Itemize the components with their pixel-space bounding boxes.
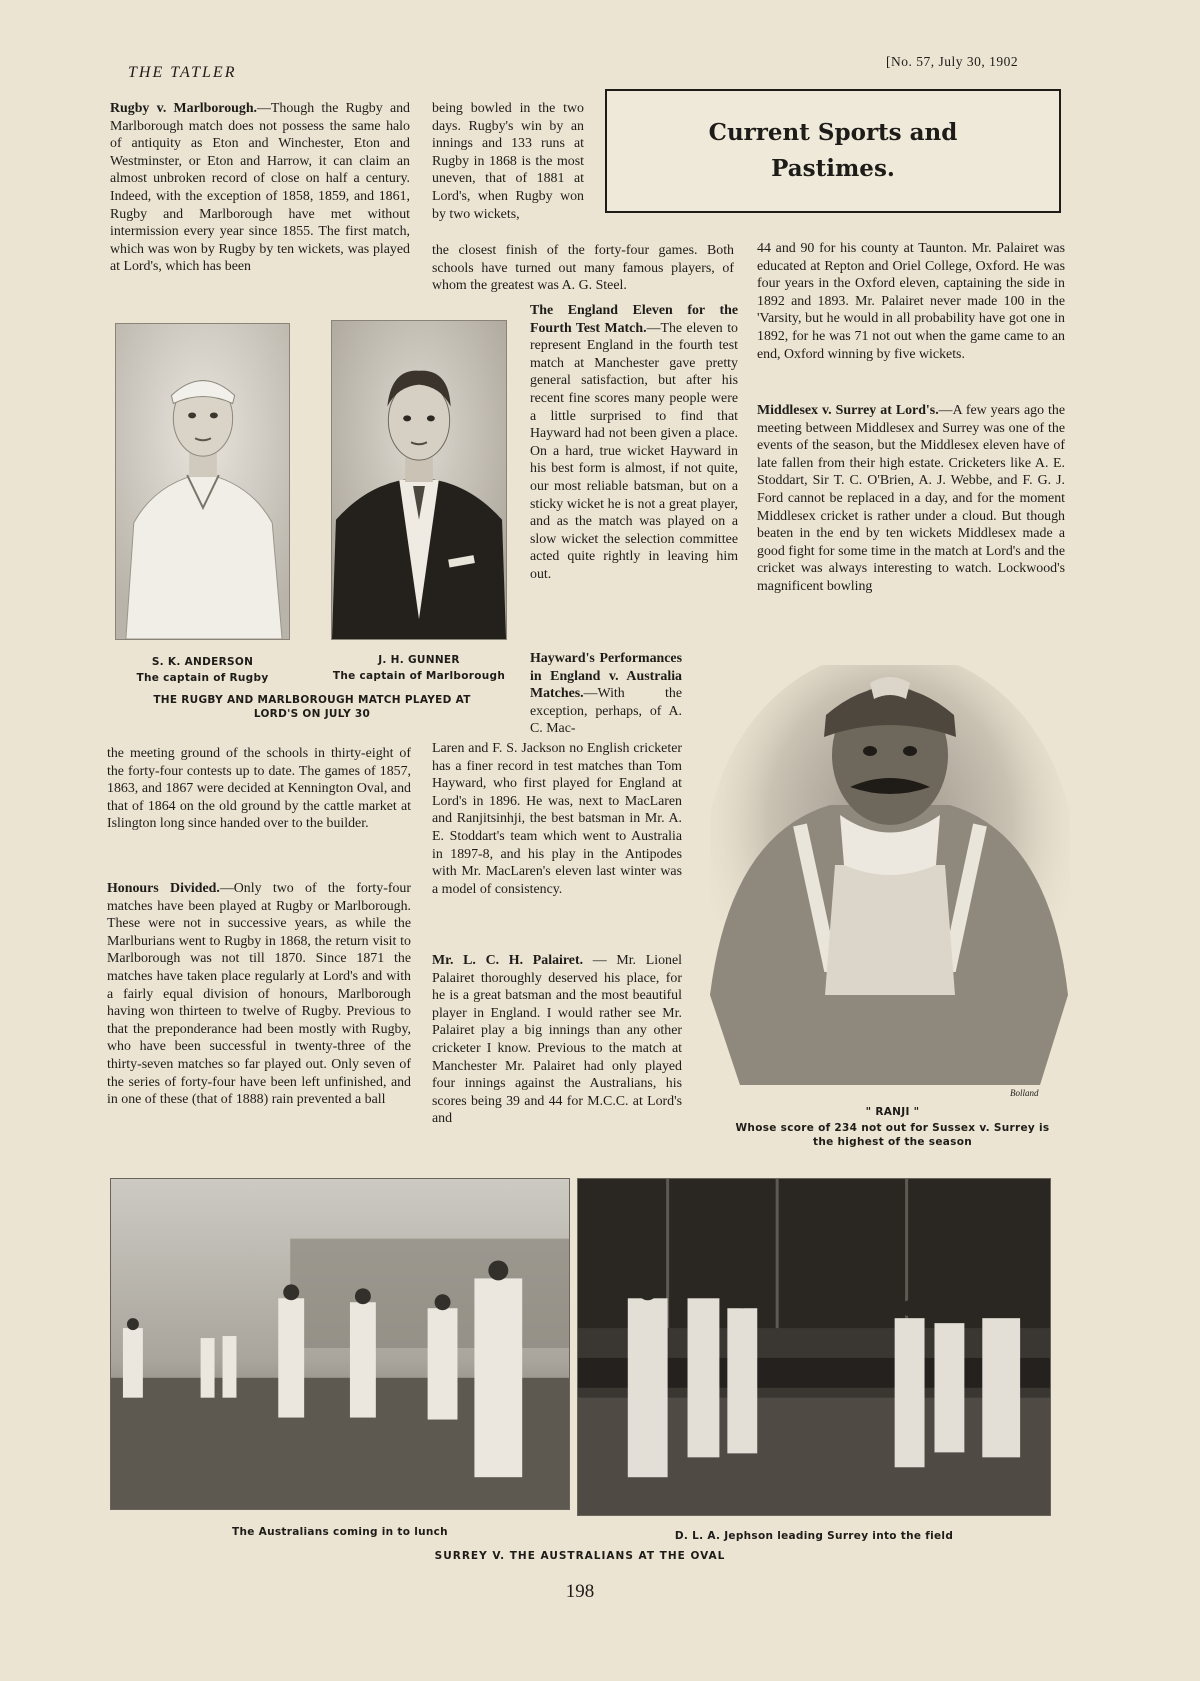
article-hayward-wide: Laren and F. S. Jackson no English cricketer has a finer record in test matches than Tom Hayward, who first played for England at Lord's in 1896. He was, next to MacLaren and Ranjitsinhji, the best batsman in Mr. A. E. Stoddart's team which went to Australia in 1897-8, and his play in the Antipodes with Mr. MacLaren's eleven last winter was a model of consistency. — [432, 741, 682, 897]
caption-jephson: D. L. A. Jephson leading Surrey into the field — [674, 1530, 954, 1542]
caption-ranji-line2: the highest of the season — [813, 1136, 972, 1148]
caption-oval: SURREY V. THE AUSTRALIANS AT THE OVAL — [434, 1550, 726, 1562]
section-title-line1: Current Sports and — [708, 119, 958, 146]
photo-australians-lunch — [110, 1178, 570, 1510]
caption-rugby-match-line2: LORD'S ON JULY 30 — [253, 708, 371, 720]
issue-date: [No. 57, July 30, 1902 — [886, 54, 1019, 69]
article-heading: Mr. L. C. H. Palairet. — [432, 953, 584, 968]
caption-anderson — [115, 654, 290, 686]
article-heading: Hayward's Performances in England v. Australia Matches. — [530, 651, 682, 702]
running-header: THE TATLER — [128, 64, 237, 81]
photo-credit: Bolland — [1010, 1088, 1039, 1098]
article-middlesex-surrey — [757, 402, 1065, 596]
caption-australians: The Australians coming in to lunch — [232, 1526, 448, 1538]
article-heading: Honours Divided. — [107, 881, 220, 896]
caption-gunner-name: J. H. GUNNER — [378, 654, 460, 666]
caption-ranji — [715, 1104, 1070, 1150]
article-continued-wide: the closest finish of the forty-four games. Both schools have turned out many famous players, of whom the greatest was A. G. Steel. — [432, 243, 734, 294]
article-meeting-ground: the meeting ground of the schools in thirty-eight of the forty-four contests up to date. The games of 1857, 1863, and 1867 were decided at Kennington Oval, and that of 1864 on the old ground by the cattle market at Islington long since handed over to the builder. — [107, 746, 411, 832]
article-body: —A few years ago the meeting between Middlesex and Surrey was one of the events of the season, but the Middlesex eleven have of late fallen from their high estate. Cricketers like A. E. Stoddart, Sir T. C. O'Brien, A. J. Webbe, and F. G. J. Ford cannot be replaced in a day, and for the moment Middlesex cricket is rather under a cloud. But though beaten in the end by ten wickets Middlesex made a good fight for some time in the match at Lord's and the cricket was always interesting to watch. Lockwood's magnificent bowling — [757, 403, 1065, 594]
caption-anderson-role: The captain of Rugby — [136, 672, 269, 684]
article-england-eleven — [530, 302, 738, 584]
photo-jephson-surrey — [577, 1178, 1051, 1516]
caption-gunner-role: The captain of Marlborough — [332, 670, 506, 682]
photo-ranji — [710, 665, 1070, 1085]
article-body: —The eleven to represent England in the fourth test match at Manchester gave pretty general satisfaction, but after his recent fine scores many people were a little surprised to find that Hayward had not been given a place. On a hard, true wicket Hayward in his best form is almost, if not quite, our most reliable batsman, but on a sticky wicket he is not a great player, and as the match was played on a slow wicket the selection committee acted quite rightly in leaving him out. — [530, 320, 738, 582]
article-honours-divided — [107, 880, 411, 1109]
section-title-box — [605, 89, 1061, 213]
caption-rugby-match — [106, 692, 518, 722]
caption-gunner — [326, 652, 512, 684]
article-continued-narrow: being bowled in the two days. Rugby's win by an innings and 133 runs at Rugby in 1868 is the most uneven, that of 1881 at Lord's, when Rugby won by two wickets, — [432, 101, 584, 222]
article-heading: Rugby v. Marlborough. — [110, 101, 258, 116]
photo-gunner — [331, 320, 507, 640]
caption-ranji-name: " RANJI " — [865, 1106, 920, 1118]
article-palairet-continued: 44 and 90 for his county at Taunton. Mr. Palairet was educated at Repton and Oriel College, Oxford. He was four years in the Oxford eleven, captaining the side in 1892 and 1893. Mr. Palairet never made 100 in the 'Varsity, but he would in all probability have got one in 1892, for he was 71 not out when the game came to an end, Oxford winning by five wickets. — [757, 241, 1065, 362]
article-body: — Mr. Lionel Palairet thoroughly deserved his place, for he is a great batsman and the most beautiful player in England. I would rather see Mr. Palairet play a big innings than any other cricketer I know. Previous to the match at Manchester Mr. Palairet had only played four innings against the Australians, his scores being 39 and 44 for M.C.C. at Lord's and — [432, 953, 682, 1127]
article-body: —With the exception, perhaps, of A. C. Mac- — [530, 686, 682, 737]
article-heading: The England Eleven for the Fourth Test Match. — [530, 303, 738, 336]
photo-anderson — [115, 323, 290, 640]
article-hayward-narrow — [530, 650, 682, 738]
article-body: —Only two of the forty-four matches have been played at Rugby or Marlborough. These were not in successive years, as while the Marlburians went to Rugby in 1868, the return visit to Marlborough was not till 1870. Since 1871 the matches have taken place regularly at Lord's and with a fairly equal division of honours, Marlborough having won thirteen to twelve of Rugby. Previous to that the preponderance had been mostly with Rugby, who have been successful in twenty-three of the thirty-seven matches so far played out. Only seven of the series of forty-four have been left unfinished, and in one of these (that of 1888) rain prevented a ball — [107, 881, 411, 1108]
article-body: —Though the Rugby and Marlborough match does not possess the same halo of antiquity as Eton and Winchester, Eton and Westminster, or Eton and Harrow, it can claim an almost unbroken record of close on half a century. Indeed, with the exception of 1858, 1859, and 1861, Rugby and Marlborough have met without intermission every year since 1855. The first match, which was won by Rugby by ten wickets, was played at Lord's, which has been — [110, 101, 410, 275]
article-heading: Middlesex v. Surrey at Lord's. — [757, 403, 939, 418]
page-number: 198 — [565, 1581, 595, 1602]
article-rugby-marlborough — [110, 100, 410, 276]
caption-ranji-line1: Whose score of 234 not out for Sussex v. Surrey is — [735, 1122, 1050, 1134]
caption-rugby-match-line1: THE RUGBY AND MARLBOROUGH MATCH PLAYED AT — [153, 694, 471, 706]
caption-anderson-name: S. K. ANDERSON — [151, 656, 254, 668]
article-palairet — [432, 952, 682, 1128]
section-title-line2: Pastimes. — [771, 155, 895, 182]
